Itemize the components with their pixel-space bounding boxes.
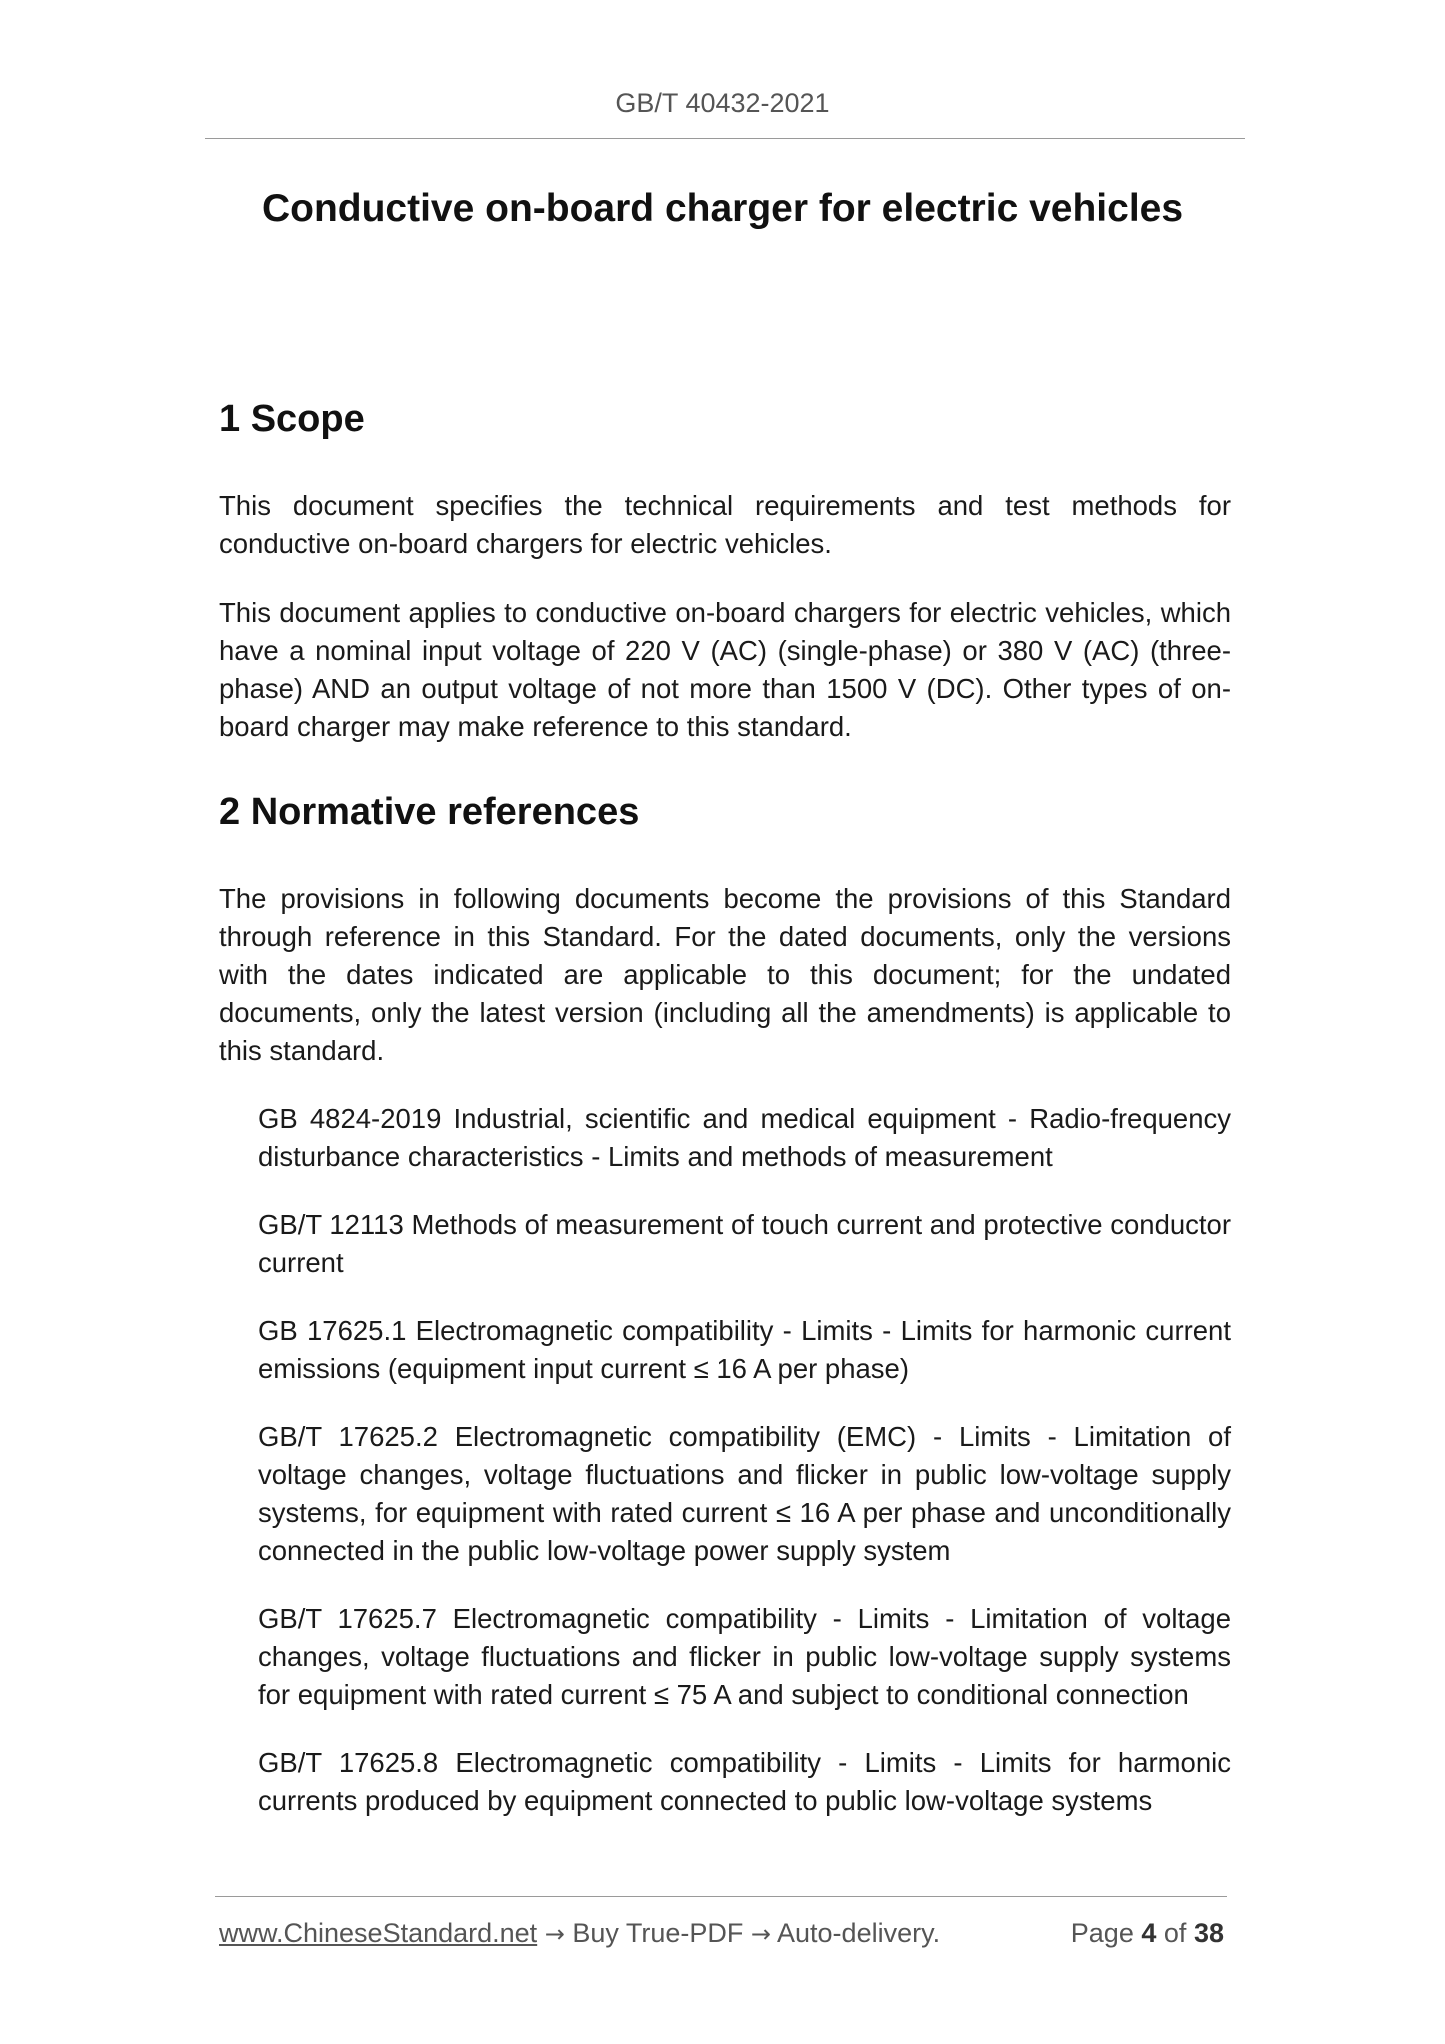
header-divider: [205, 138, 1245, 139]
current-page-number: 4: [1141, 1918, 1157, 1948]
standard-code-header: GB/T 40432-2021: [615, 88, 830, 118]
page-label: Page: [1070, 1918, 1134, 1948]
auto-delivery-text: Auto-delivery.: [777, 1918, 941, 1948]
total-page-number: 38: [1193, 1918, 1224, 1948]
buy-true-pdf-text: Buy True-PDF: [572, 1918, 744, 1948]
section-heading-normative-references: 2 Normative references: [219, 791, 640, 833]
page-indicator: [1071, 1918, 1224, 1949]
reference-item: GB/T 17625.2 Electromagnetic compatibility (EMC) - Limits - Limitation of voltage changes, voltage fluctuations and flicker in public low-voltage supply systems, for equipment with rated current ≤ 16 A per phase and unconditionally connected in the public low-voltage power supply system: [258, 1421, 1231, 1566]
reference-item: GB 4824-2019 Industrial, scientific and medical equipment - Radio-frequency disturbance characteristics - Limits and methods of measurement: [258, 1103, 1231, 1172]
arrow-right-icon: →: [544, 1920, 565, 1948]
page-footer: [219, 1918, 1224, 1949]
website-link[interactable]: www.ChineseStandard.net: [219, 1918, 538, 1948]
section-heading-scope: 1 Scope: [219, 398, 365, 440]
normative-references-paragraph: The provisions in following documents become the provisions of this Standard through reference in this Standard. For the dated documents, only the versions with the dates indicated are applicable to this document; for the undated documents, only the latest version (including all the amendments) is applicable to this standard.: [219, 883, 1231, 1066]
scope-paragraph-2: This document applies to conductive on-board chargers for electric vehicles, which have a nominal input voltage of 220 V (AC) (single-phase) or 380 V (AC) (three-phase) AND an output voltage of not more than 1500 V (DC). Other types of on-board charger may make reference to this standard.: [219, 597, 1231, 742]
footer-divider: [215, 1896, 1227, 1897]
reference-item: GB 17625.1 Electromagnetic compatibility - Limits - Limits for harmonic current emissions (equipment input current ≤ 16 A per phase): [258, 1315, 1231, 1384]
reference-item: GB/T 17625.7 Electromagnetic compatibility - Limits - Limitation of voltage changes, voltage fluctuations and flicker in public low-voltage supply systems for equipment with rated current ≤ 75 A and subject to conditional connection: [258, 1603, 1231, 1710]
reference-list: [258, 1100, 1231, 1850]
reference-item: GB/T 17625.8 Electromagnetic compatibility - Limits - Limits for harmonic currents produced by equipment connected to public low-voltage systems: [258, 1747, 1231, 1816]
scope-paragraph-1: This document specifies the technical requirements and test methods for conductive on-board chargers for electric vehicles.: [219, 490, 1231, 559]
arrow-right-icon: →: [750, 1920, 771, 1948]
page-of-label: of: [1163, 1918, 1187, 1948]
document-title: Conductive on-board charger for electric vehicles: [261, 187, 1184, 230]
reference-item: GB/T 12113 Methods of measurement of touch current and protective conductor current: [258, 1209, 1231, 1278]
